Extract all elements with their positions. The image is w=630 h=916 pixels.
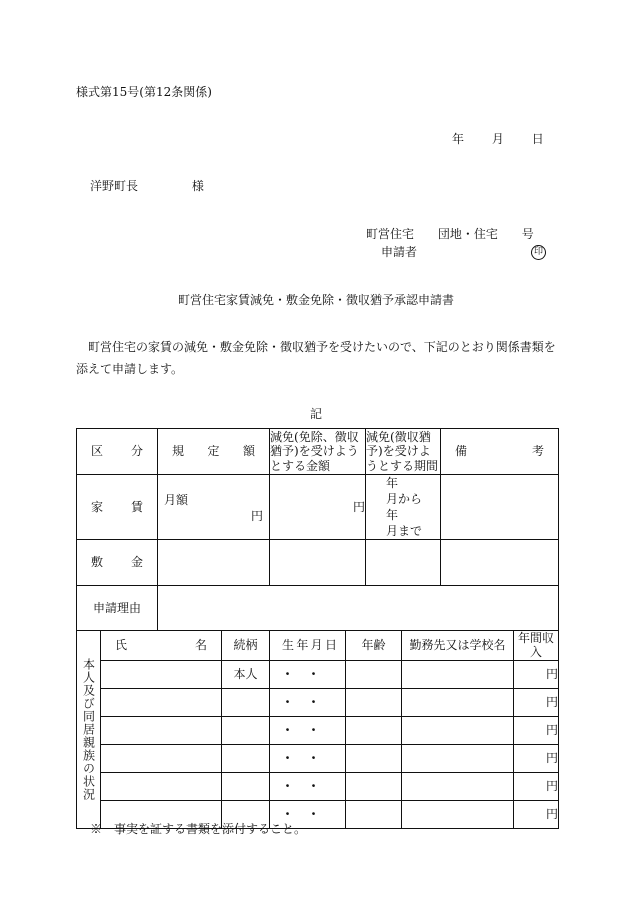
family-work-cell[interactable] [402, 744, 514, 772]
family-work-cell[interactable] [402, 772, 514, 800]
rent-reduction-period-cell[interactable] [366, 475, 441, 540]
deposit-label: 敷 金 [77, 540, 158, 586]
family-side-label-cell [77, 631, 101, 829]
rent-label: 家 賃 [77, 475, 158, 540]
deposit-reduction-amount-cell[interactable] [270, 540, 366, 586]
reason-cell[interactable] [158, 586, 559, 631]
seal-mark [531, 244, 546, 260]
header-prescribed: 規 定 額 [158, 429, 270, 475]
family-work-cell[interactable] [402, 688, 514, 716]
family-birth-cell[interactable]: ・・ [270, 744, 346, 772]
family-header-row [77, 631, 559, 661]
family-birth-cell[interactable]: ・・ [270, 772, 346, 800]
family-age-cell[interactable] [346, 716, 402, 744]
date-month-label: 月 [491, 132, 504, 146]
family-header-income: 年間収入 [514, 631, 559, 661]
family-name-cell[interactable] [101, 688, 222, 716]
self-label: 本人 [233, 667, 258, 682]
monthly-label: 月額 [164, 493, 189, 507]
rent-reduction-amount-cell[interactable] [270, 475, 366, 540]
family-birth-cell[interactable]: ・・ [270, 716, 346, 744]
family-side-label: 本人及び同居親族の状況 [81, 657, 96, 801]
header-reduction-period: 減免(徴収猶予)を受けようとする期間 [366, 429, 441, 475]
addressee-honorific: 様 [191, 179, 204, 193]
family-row [77, 744, 559, 772]
reason-row [77, 586, 559, 631]
family-name-cell[interactable] [101, 716, 222, 744]
family-birth-cell[interactable]: ・・ [270, 688, 346, 716]
family-name-cell[interactable] [101, 660, 222, 688]
family-header-work: 勤務先又は学校名 [402, 631, 514, 661]
family-name-cell[interactable] [101, 772, 222, 800]
family-header-relation: 続柄 [222, 631, 270, 661]
family-income-cell[interactable]: 円 [514, 688, 559, 716]
rent-prescribed-cell[interactable] [158, 475, 270, 540]
family-header-birth: 生 年 月 日 [270, 631, 346, 661]
application-table [76, 428, 559, 829]
header-reduction-amount: 減免(免除、徴収猶予)を受けようとする金額 [270, 429, 366, 475]
rent-reduction-yen: 円 [353, 499, 366, 514]
family-age-cell[interactable] [346, 688, 402, 716]
deposit-remarks-cell[interactable] [441, 540, 559, 586]
family-work-cell[interactable] [402, 800, 514, 828]
addressee [90, 180, 204, 192]
family-row [77, 716, 559, 744]
family-relation-cell[interactable] [222, 744, 270, 772]
family-row [77, 660, 559, 688]
family-age-cell[interactable] [346, 800, 402, 828]
family-age-cell[interactable] [346, 772, 402, 800]
family-age-cell[interactable] [346, 744, 402, 772]
period-from-year: 年 [386, 476, 399, 490]
seal-icon: 印 [531, 245, 546, 260]
family-relation-cell[interactable] [222, 716, 270, 744]
applicant-line [381, 246, 417, 258]
family-income-cell[interactable]: 円 [514, 744, 559, 772]
period-until-year: 年 [386, 508, 399, 522]
number-label: 号 [521, 227, 534, 241]
body-text: 町営住宅の家賃の減免・敷金免除・徴収猶予を受けたいので、下記のとおり関係書類を添えて申請します。 [76, 340, 556, 376]
family-age-cell[interactable] [346, 660, 402, 688]
family-header-name: 氏 名 [101, 631, 222, 661]
family-birth-cell[interactable]: ・・ [270, 660, 346, 688]
rent-row [77, 475, 559, 540]
footnote: ※ 事実を証する書類を添付すること。 [90, 822, 307, 836]
family-relation-cell[interactable] [222, 660, 270, 688]
ki-label: 記 [310, 407, 323, 421]
complex-label: 団地・住宅 [437, 227, 498, 241]
addressee-name: 洋野町長 [90, 179, 139, 193]
family-work-cell[interactable] [402, 660, 514, 688]
header-remarks: 備 考 [441, 429, 559, 475]
family-row [77, 772, 559, 800]
rent-prescribed-yen: 円 [251, 508, 264, 523]
reason-label: 申請理由 [77, 586, 158, 631]
table-header-row [77, 429, 559, 475]
family-name-cell[interactable] [101, 744, 222, 772]
date-year-label: 年 [452, 132, 465, 146]
family-header-age: 年齢 [346, 631, 402, 661]
family-birth-cell[interactable]: ・・ [270, 800, 346, 828]
date-line [452, 133, 544, 145]
family-relation-cell[interactable] [222, 688, 270, 716]
rent-remarks-cell[interactable] [441, 475, 559, 540]
form-number: 様式第15号(第12条関係) [76, 85, 212, 99]
date-day-label: 日 [531, 132, 544, 146]
applicant-label: 申請者 [381, 245, 418, 259]
period-until-month: 月まで [386, 524, 423, 538]
period-from-month: 月から [386, 492, 423, 506]
family-relation-cell[interactable] [222, 772, 270, 800]
deposit-reduction-period-cell[interactable] [366, 540, 441, 586]
family-income-cell[interactable]: 円 [514, 772, 559, 800]
family-row [77, 688, 559, 716]
housing-label: 町営住宅 [366, 227, 415, 241]
family-income-cell[interactable]: 円 [514, 660, 559, 688]
family-income-cell[interactable]: 円 [514, 716, 559, 744]
header-category: 区 分 [77, 429, 158, 475]
deposit-prescribed-cell[interactable] [158, 540, 270, 586]
family-work-cell[interactable] [402, 716, 514, 744]
applicant-housing-line [366, 228, 534, 240]
family-income-cell[interactable]: 円 [514, 800, 559, 828]
deposit-row [77, 540, 559, 586]
document-title: 町営住宅家賃減免・敷金免除・徴収猶予承認申請書 [178, 293, 455, 307]
